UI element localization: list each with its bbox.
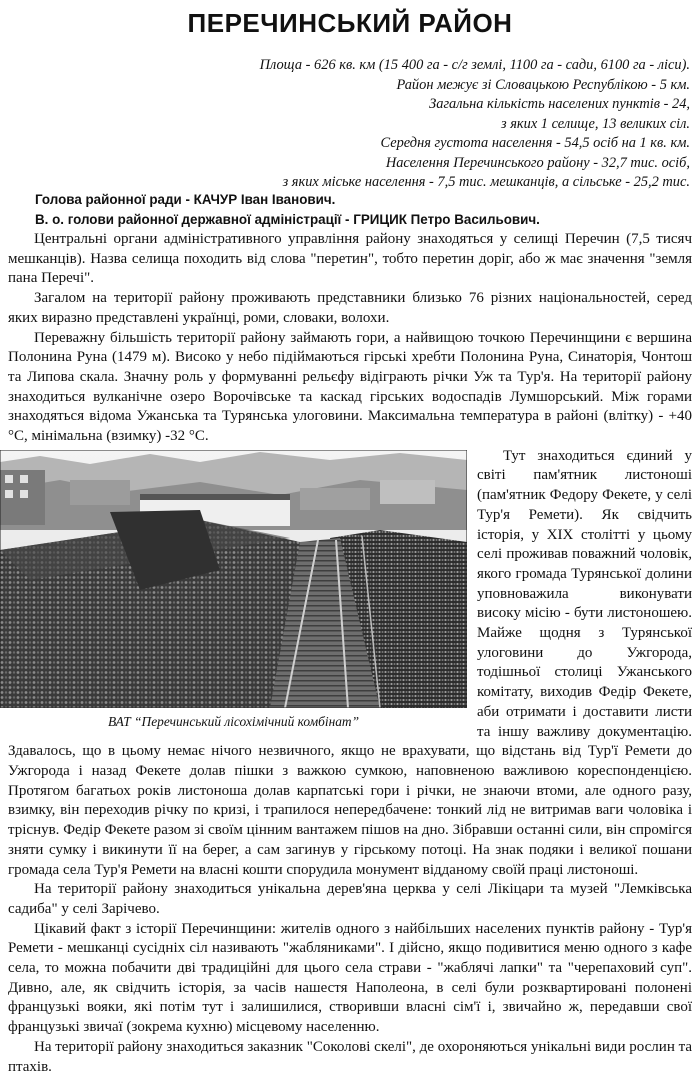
paragraph: Загалом на території району проживають представники близько 76 різних національностей, серед яких виразно представлені українці, роми, словаки, волохи. xyxy=(8,290,692,326)
photo-figure xyxy=(0,450,467,732)
photo-caption: ВАТ “Перечинський лісохімічний комбінат” xyxy=(107,713,360,729)
lumber-yard-photo xyxy=(0,450,467,708)
paragraph: Цікавий факт з історії Перечинщини: жителів одного з найбільших населених пунктів району - Тур'я Ремети - мешканці сусідніх сіл називають "жабляниками". І дійсно, якщо подивитися меню одного з кафе села, то можна побачити дві традиційні для цього села страви - "жаблячі лапки" та "черепаховий суп". Дивно, але, як свідчить історія, за часів нашестя Наполеона, в селі були розквартировані полонені французькі вояки, які потім тут і залишилися, створивши власні сім'ї і, звичайно ж, передавши свої французькі звичаї (зокрема кухню) місцевому населенню. xyxy=(8,920,692,1036)
stat-line: Площа - 626 кв. км (15 400 га - с/г землі, 1100 га - сади, 6100 га - ліси). xyxy=(259,57,690,73)
paragraph: На території району знаходиться заказник "Соколові скелі", де охороняються унікальні види рослин та птахів. xyxy=(8,1038,692,1075)
paragraph: На території району знаходиться унікальна дерев'яна церква у селі Лікіцари та музей "Лемківська садиба" у селі Зарічево. xyxy=(8,881,692,917)
paragraph: Переважну більшість території району займають гори, а найвищою точкою Перечинщини є вершина Полонина Руна (1479 м). Високо у небо підіймаються гірські хребти Полонина Руна, Синаторія, Чонтош та Липова скала. Значну роль у формуванні рельєфу відіграють річки Уж та Тур'я. На території району знаходиться вулканічне озеро Ворочівське та каскад гірських водоспадів Лумшорський. Між горами знаходяться відома Ужанська та Турянська улоговини. Максимальна температура в районі (влітку) - +40 °С, мінімальна (взимку) -32 °С. xyxy=(8,329,692,445)
stat-line: з яких 1 селище, 13 великих сіл. xyxy=(500,115,690,132)
paragraph: Тут знаходиться єдиний у світі пам'ятник листоноші (пам'ятник Федору Фекете, у селі Тур'я Ремети). Як свідчить історія, у ХІХ столітті у цьому селі проживав поважний чоловік, якого громада Турянської долини уповноважила виконувати високу місію - бути листоношею. Майже щодня з Турянської улоговини до Ужгорода, тодішньої столиці Ужанського комітату, виходив Федір Фекете, аби отримати і доставити листи та іншу важливу документацію. Здавалось, що в цьому немає нічого незвичного, якщо не врахувати, що відстань від Тур'ї Ремети до Ужгорода і назад Фекете долав пішки з важкою сумкою, наповненою важливою кореспонденцією. Протягом багатьох років листоноша долав карпатські гори і річки, не знаючи втоми, але одного разу, взимку, він переходив річку по кризі, і трапилося непередбачене: тонкий лід не витримав ваги чоловіка і тріснув. Федір Фекете разом зі своїм цінним вантажем пішов на дно. Зібравши останні сили, він спромігся зняти сумку і викинути її на берег, а сам загинув у гірському потоці. На знак подяки і великої пошани громада села Тур'я Ремети на власні кошти спорудила монумент відданому своїй праці листоноші. xyxy=(8,447,692,878)
stat-line: Загальна кількість населених пунктів - 24, xyxy=(429,96,690,112)
stat-line: Населення Перечинського району - 32,7 тис. осіб, xyxy=(385,154,690,171)
council-head: Голова районної ради - КАЧУР Іван Іванович. xyxy=(35,192,336,207)
administration-head: В. о. голови районної державної адміністрації - ГРИЦИК Петро Васильович. xyxy=(35,211,540,227)
page-title: ПЕРЕЧИНСЬКИЙ РАЙОН xyxy=(187,8,513,38)
article-body xyxy=(8,230,692,1077)
officials-block xyxy=(35,190,540,229)
stat-line: Середня густота населення - 54,5 осіб на 1 кв. км. xyxy=(380,135,690,151)
paragraph: Центральні органи адміністративного управління району знаходяться у селищі Перечин (7,5 тисяч мешканців). Назва селища походить від слова "перетин", тобто перетин доріг, або ж має значення "земля пана Перечі". xyxy=(8,231,692,287)
stat-line: Район межує зі Словацькою Республікою - 5 км. xyxy=(396,76,690,93)
stat-line: з яких міське населення - 7,5 тис. мешканців, а сільське - 25,2 тис. xyxy=(282,174,690,190)
district-stats xyxy=(170,56,690,193)
